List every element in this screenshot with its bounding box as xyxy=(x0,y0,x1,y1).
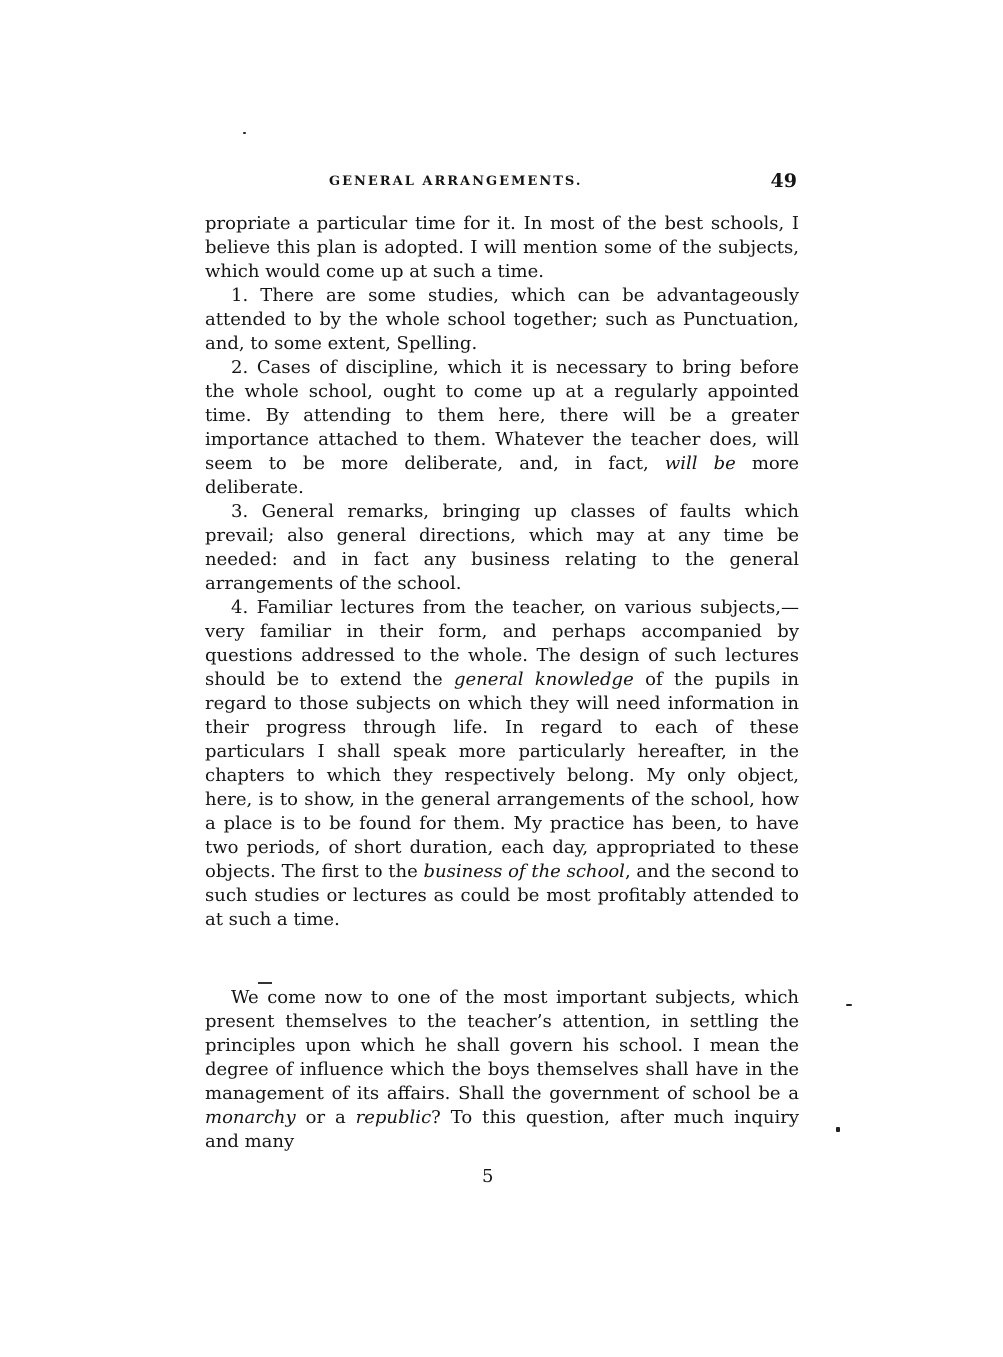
paragraph-new-section xyxy=(205,986,799,1154)
italic-phrase: business of the school xyxy=(423,861,625,882)
section-break-mark xyxy=(258,982,272,984)
italic-phrase: republic xyxy=(355,1107,432,1128)
paragraph-text: , and the second to such studies or lectures as could be most profitably attended to at such a time. xyxy=(205,861,799,930)
section-gap xyxy=(205,932,799,986)
print-speck xyxy=(836,1127,840,1132)
paragraph-text: or a xyxy=(295,1107,356,1128)
page-header xyxy=(205,170,799,196)
italic-phrase: general knowledge xyxy=(453,669,634,690)
paragraph-text: of the pupils in regard to those subjects on which they will need information in their progress through life. In regard to each of these particulars I shall speak more particularly hereafter, in the chapters to which they respectively belong. My only object, here, is to show, in the general arrangements of the school, how a place is to be found for them. My practice has been, to have two periods, of short duration, each day, appropriated to these objects. The first to the xyxy=(205,669,799,882)
paragraph-text: ? To this question, after much inquiry and many xyxy=(205,1107,800,1152)
paragraph-text: 1. There are some studies, which can be advantageously attended to by the whole school together; such as Punctuation, and, to some extent, Spelling. xyxy=(205,285,799,354)
paragraph-item-4 xyxy=(205,596,799,932)
paragraph-item-2 xyxy=(205,356,799,500)
paragraph-item-1 xyxy=(205,284,799,356)
paragraph-text: 4. Familiar lectures from the teacher, on various subjects,—very familiar in their form, and perhaps accompanied by questions addressed to the whole. The design of such lectures should be to extend the xyxy=(205,597,799,690)
paragraph-text: 2. Cases of discipline, which it is necessary to bring before the whole school, ought to come up at a regularly appointed time. By attending to them here, there will be a greater importance attached to them. Whatever the teacher does, will seem to be more deliberate, and, in fact, xyxy=(205,357,799,474)
paragraph-text: more deliberate. xyxy=(205,453,799,498)
paragraph-text: propriate a particular time for it. In most of the best schools, I believe this plan is adopted. I will mention some of the subjects, which would come up at such a time. xyxy=(205,213,799,282)
paragraph-text: We come now to one of the most important subjects, which present themselves to the teacher’s attention, in settling the principles upon which he shall govern his school. I mean the degree of influence which the boys themselves shall have in the management of its affairs. Shall the government of school be a xyxy=(205,987,799,1104)
paragraph-item-3 xyxy=(205,500,799,596)
paragraph-text: 3. General remarks, bringing up classes of faults which prevail; also general directions, which may at any time be needed: and in fact any business relating to the general arrangements of the school. xyxy=(205,501,799,594)
print-speck xyxy=(846,1004,852,1006)
italic-phrase: will be xyxy=(664,453,736,474)
page-number: 49 xyxy=(770,170,797,192)
paragraph-continuation xyxy=(205,212,799,284)
body-text xyxy=(205,212,799,1154)
italic-phrase: monarchy xyxy=(205,1107,296,1128)
signature-mark: 5 xyxy=(482,1166,494,1187)
print-speck xyxy=(243,132,246,134)
running-head: GENERAL ARRANGEMENTS. xyxy=(329,174,583,189)
